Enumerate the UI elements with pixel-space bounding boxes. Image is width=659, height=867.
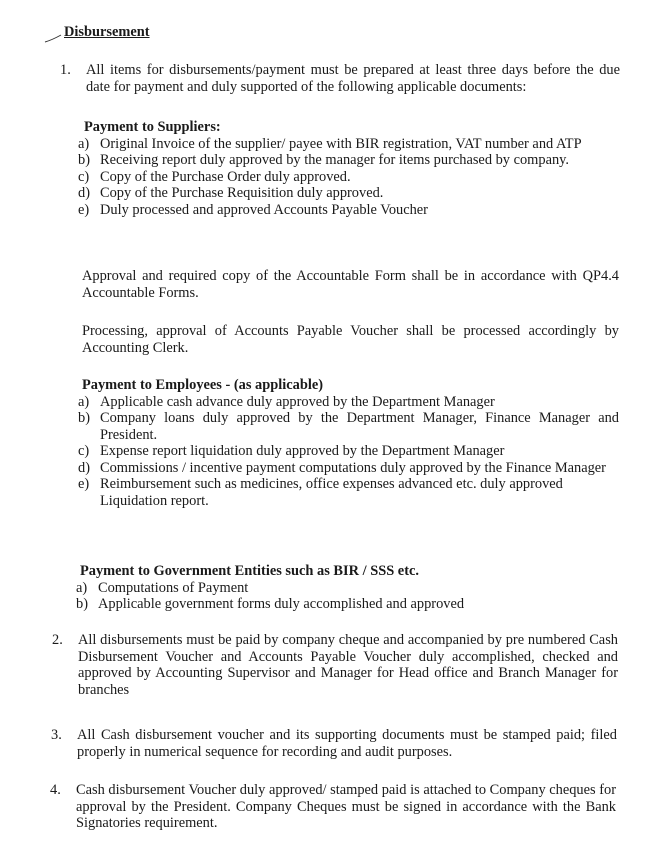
item-number: 3.: [51, 727, 62, 743]
item-text: All items for disbursements/payment must be prepared at least three days before the due date for payment and duly supported of the following applicable documents:: [86, 62, 620, 95]
section-heading: Disbursement: [64, 24, 150, 40]
list-item-4: [50, 782, 616, 832]
employees-title: Payment to Employees - (as applicable): [82, 377, 324, 393]
list-item: e) Duly processed and approved Accounts Payable Voucher: [78, 201, 428, 218]
government-title: Payment to Government Entities such as BIR / SSS etc.: [80, 563, 419, 579]
suppliers-title: Payment to Suppliers:: [84, 119, 221, 135]
item-text: All disbursements must be paid by company cheque and accompanied by pre numbered Cash Disbursement Voucher and Accounts Payable Voucher duly accomplished, checked and approved by Accounting Supervisor and Manager for Head office and Branch Manager for branches: [78, 632, 618, 698]
suppliers-list: [78, 136, 629, 219]
list-item: c) Expense report liquidation duly approved by the Department Manager: [78, 443, 505, 459]
list-item-1: [60, 62, 620, 95]
list-item: b) Applicable government forms duly accomplished and approved: [76, 596, 465, 612]
list-item: b) Receiving report duly approved by the manager for items purchased by company.: [78, 152, 570, 168]
list-item: b) Company loans duly approved by the Department Manager, Finance Manager and President.: [78, 410, 619, 443]
suppliers-note-2: Processing, approval of Accounts Payable Voucher shall be processed accordingly by Accounting Clerk.: [82, 323, 619, 356]
list-item: c) Copy of the Purchase Order duly approved.: [78, 168, 351, 185]
list-item: e) Reimbursement such as medicines, office expenses advanced etc. duly approved Liquidation report.: [78, 476, 563, 509]
list-item: d) Copy of the Purchase Requisition duly approved.: [78, 185, 384, 201]
employees-list: [78, 394, 619, 510]
item-number: 2.: [52, 632, 63, 648]
list-item: a) Applicable cash advance duly approved by the Department Manager: [78, 393, 495, 410]
list-item-3: [51, 727, 617, 760]
government-block: [76, 563, 617, 613]
pen-stroke-mark: [44, 34, 62, 44]
list-item: d) Commissions / incentive payment computations duly approved by the Finance Manager: [78, 459, 606, 476]
item-number: 4.: [50, 782, 61, 798]
list-item-2: [52, 632, 618, 698]
government-list: [76, 580, 617, 613]
list-item: a) Computations of Payment: [76, 579, 249, 596]
item-number: 1.: [60, 62, 71, 78]
item-text: All Cash disbursement voucher and its supporting documents must be stamped paid; filed properly in numerical sequence for recording and audit purposes.: [77, 727, 617, 760]
list-item: a) Original Invoice of the supplier/ payee with BIR registration, VAT number and ATP: [78, 135, 582, 152]
employees-block: [78, 377, 619, 509]
item-text: Cash disbursement Voucher duly approved/ stamped paid is attached to Company cheques for approval by the President. Company Cheques must be signed in accordance with the Bank Signatories requirement.: [76, 782, 616, 831]
suppliers-block: [78, 119, 629, 218]
suppliers-note-1: Approval and required copy of the Accountable Form shall be in accordance with QP4.4 Accountable Forms.: [82, 268, 619, 301]
